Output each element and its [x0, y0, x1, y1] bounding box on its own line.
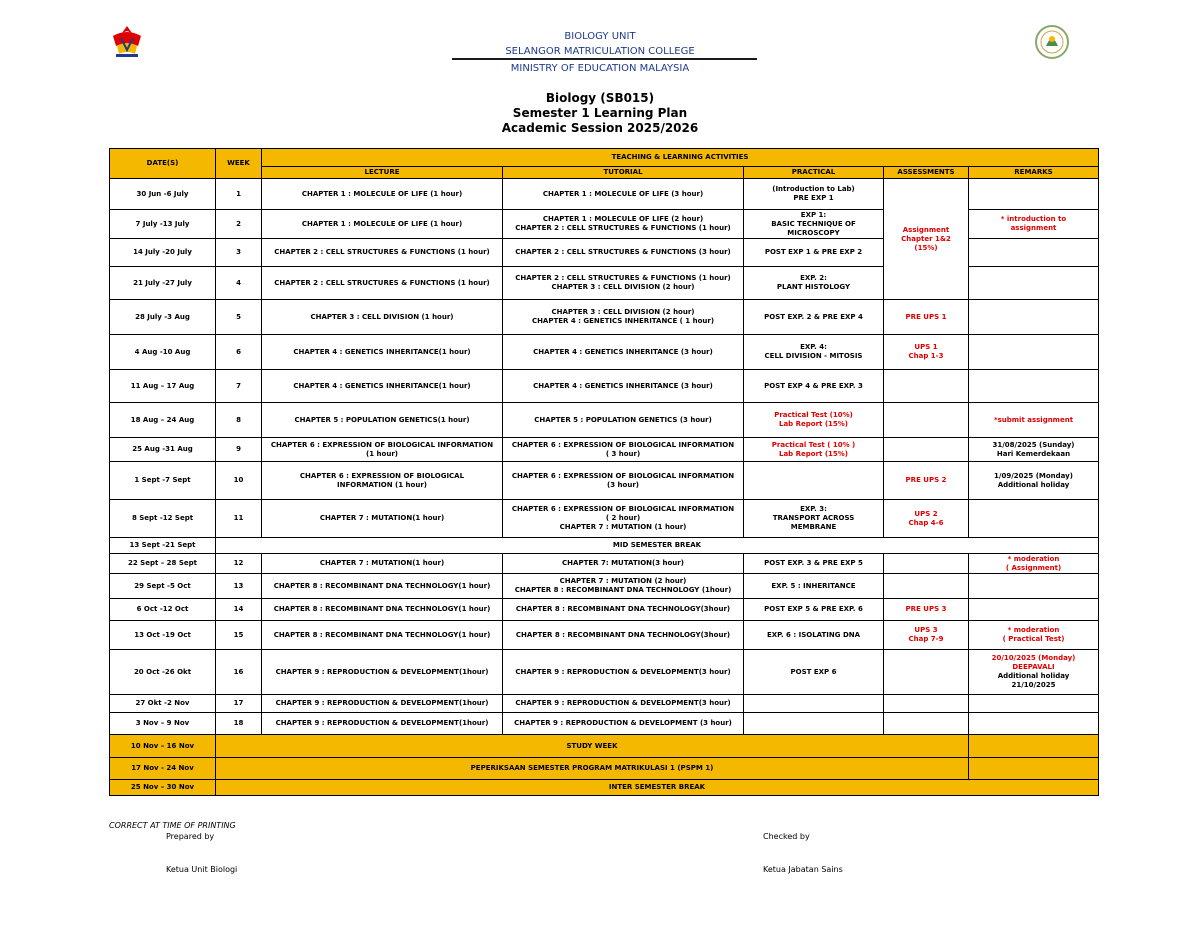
course-title: Biology (SB015): [545, 91, 655, 105]
dates-header: DATE(S): [110, 149, 216, 179]
week-cell: 18: [216, 713, 262, 735]
remark-cell: [969, 335, 1099, 370]
tutorial-cell: [503, 574, 744, 599]
assessment-cell-line: Chapter 1&2: [901, 234, 951, 243]
break-date: 25 Nov – 30 Nov: [110, 780, 216, 796]
session-title: Academic Session 2025/2026: [501, 121, 699, 135]
practical-cell: POST EXP 6: [744, 650, 884, 695]
remark-cell-line: *submit assignment: [993, 415, 1074, 424]
lecture-cell: CHAPTER 7 : MUTATION(1 hour): [262, 554, 503, 574]
week-cell: 6: [216, 335, 262, 370]
tutorial-cell-line: CHAPTER 6 : EXPRESSION OF BIOLOGICAL INFORMATION: [511, 440, 735, 449]
week-cell: 12: [216, 554, 262, 574]
week-header: WEEK: [216, 149, 262, 179]
tla-header: TEACHING & LEARNING ACTIVITIES: [262, 149, 1099, 167]
lecture-cell: CHAPTER 8 : RECOMBINANT DNA TECHNOLOGY(1 hour): [262, 599, 503, 621]
tutorial-cell: [503, 500, 744, 538]
midsem-row: [110, 538, 1099, 554]
assessment-cell-line: Chap 4-6: [908, 518, 944, 527]
practical-cell-line: BASIC TECHNIQUE OF: [771, 219, 856, 228]
tutorial-cell-line: CHAPTER 6 : EXPRESSION OF BIOLOGICAL INFORMATION: [511, 471, 735, 480]
date-cell: 21 July -27 July: [110, 267, 216, 300]
tutorial-cell: CHAPTER 9 : REPRODUCTION & DEVELOPMENT (3 hour): [503, 713, 744, 735]
tutorial-cell-line: CHAPTER 2 : CELL STRUCTURES & FUNCTIONS (1 hour): [515, 274, 731, 282]
remark-cell-line: * introduction to: [1000, 215, 1067, 223]
assessment-cell-line: Chap 1-3: [908, 352, 944, 360]
practical-cell: [744, 438, 884, 462]
practical-cell-line: PLANT HISTOLOGY: [776, 283, 851, 291]
assessment-cell: [884, 403, 969, 438]
practical-cell-line: Lab Report (15%): [779, 420, 848, 428]
table-row: [110, 462, 1099, 500]
lecture-cell-line: INFORMATION (1 hour): [337, 480, 427, 489]
assessment-cell: [884, 370, 969, 403]
assessment-cell: [884, 179, 969, 300]
break-date: 17 Nov - 24 Nov: [110, 758, 216, 780]
date-cell: 27 Okt -2 Nov: [110, 695, 216, 713]
remark-cell: [969, 554, 1099, 574]
lecture-cell: CHAPTER 9 : REPRODUCTION & DEVELOPMENT(1hour): [262, 695, 503, 713]
week-cell: 4: [216, 267, 262, 300]
remark-cell-line: * moderation: [1007, 626, 1060, 634]
table-row: [110, 500, 1099, 538]
plan-title: Semester 1 Learning Plan: [512, 106, 688, 120]
date-cell: 25 Aug -31 Aug: [110, 438, 216, 462]
practical-cell: [744, 462, 884, 500]
practical-cell: POST EXP 1 & PRE EXP 2: [744, 239, 884, 267]
remark-cell: [969, 500, 1099, 538]
lecture-cell: CHAPTER 3 : CELL DIVISION (1 hour): [262, 300, 503, 335]
tutorial-cell: CHAPTER 8 : RECOMBINANT DNA TECHNOLOGY(3hour): [503, 599, 744, 621]
remark-cell-line: Additional holiday: [997, 480, 1070, 489]
lecture-cell: CHAPTER 5 : POPULATION GENETICS(1 hour): [262, 403, 503, 438]
assessment-cell: [884, 438, 969, 462]
table-row: [110, 621, 1099, 650]
practical-cell-line: CELL DIVISION - MITOSIS: [764, 352, 863, 360]
remark-cell: [969, 462, 1099, 500]
table-row: [110, 713, 1099, 735]
assessment-cell: [884, 574, 969, 599]
date-cell: 29 Sept -5 Oct: [110, 574, 216, 599]
week-cell: 13: [216, 574, 262, 599]
practical-cell: [744, 210, 884, 239]
break-label: STUDY WEEK: [216, 735, 969, 758]
assessment-cell: [884, 713, 969, 735]
prepared-by: Prepared by: [166, 832, 215, 841]
tutorial-cell: [503, 300, 744, 335]
remark-cell-line: Additional holiday: [997, 672, 1070, 680]
week-cell: 17: [216, 695, 262, 713]
header-divider: [452, 58, 757, 60]
tutorial-cell-line: CHAPTER 4 : GENETICS INHERITANCE ( 1 hour): [531, 317, 715, 325]
practical-cell-line: MEMBRANE: [790, 523, 837, 531]
tutorial-cell: CHAPTER 2 : CELL STRUCTURES & FUNCTIONS (3 hour): [503, 239, 744, 267]
assessment-cell: [884, 650, 969, 695]
practical-cell: EXP. 6 : ISOLATING DNA: [744, 621, 884, 650]
tutorial-cell-line: CHAPTER 6 : EXPRESSION OF BIOLOGICAL INFORMATION: [511, 505, 735, 513]
ministry-name: MINISTRY OF EDUCATION MALAYSIA: [510, 63, 690, 74]
tutorial-cell-line: CHAPTER 2 : CELL STRUCTURES & FUNCTIONS (1 hour): [515, 224, 731, 232]
break-date: 10 Nov – 16 Nov: [110, 735, 216, 758]
tutorial-cell: [503, 462, 744, 500]
tutorial-cell: [503, 210, 744, 239]
lecture-cell: CHAPTER 7 : MUTATION(1 hour): [262, 500, 503, 538]
week-cell: 1: [216, 179, 262, 210]
practical-cell-line: EXP 1:: [800, 210, 827, 219]
week-cell: 2: [216, 210, 262, 239]
tutorial-cell: CHAPTER 7: MUTATION(3 hour): [503, 554, 744, 574]
assessment-cell-line: UPS 1: [914, 343, 938, 351]
tutorial-header: TUTORIAL: [503, 167, 744, 179]
practical-cell: POST EXP. 3 & PRE EXP 5: [744, 554, 884, 574]
lecture-cell: CHAPTER 4 : GENETICS INHERITANCE(1 hour): [262, 335, 503, 370]
remark-cell: [969, 574, 1099, 599]
lecture-cell-line: CHAPTER 6 : EXPRESSION OF BIOLOGICAL: [299, 471, 465, 480]
table-row: [110, 599, 1099, 621]
remark-cell: [969, 599, 1099, 621]
practical-cell: [744, 713, 884, 735]
tutorial-cell: CHAPTER 5 : POPULATION GENETICS (3 hour): [503, 403, 744, 438]
break-row: [110, 780, 1099, 796]
remark-cell: [969, 621, 1099, 650]
remark-cell: [969, 210, 1099, 239]
week-cell: 7: [216, 370, 262, 403]
table-row: [110, 554, 1099, 574]
tutorial-cell-line: CHAPTER 3 : CELL DIVISION (2 hour): [551, 308, 695, 316]
week-cell: 5: [216, 300, 262, 335]
ketua-jabatan: Ketua Jabatan Sains: [763, 865, 843, 874]
practical-cell-line: Practical Test (10%): [774, 411, 853, 419]
lecture-cell: CHAPTER 8 : RECOMBINANT DNA TECHNOLOGY(1 hour): [262, 574, 503, 599]
lecture-cell: CHAPTER 9 : REPRODUCTION & DEVELOPMENT(1hour): [262, 713, 503, 735]
date-cell: 8 Sept -12 Sept: [110, 500, 216, 538]
unit-name: BIOLOGY UNIT: [564, 31, 636, 42]
tutorial-cell-line: (3 hour): [607, 480, 639, 489]
remark-cell: [969, 650, 1099, 695]
college-name: SELANGOR MATRICULATION COLLEGE: [505, 46, 695, 57]
practical-cell-line: Lab Report (15%): [779, 449, 848, 458]
assessment-cell-line: UPS 3: [914, 626, 938, 634]
remark-cell-line: ( Assignment): [1005, 563, 1062, 572]
tutorial-cell: [503, 267, 744, 300]
date-cell: 11 Aug – 17 Aug: [110, 370, 216, 403]
midsem-date: 13 Sept -21 Sept: [110, 538, 216, 554]
remark-cell: [969, 438, 1099, 462]
tutorial-cell-line: ( 2 hour): [605, 514, 641, 522]
tutorial-cell: CHAPTER 9 : REPRODUCTION & DEVELOPMENT(3 hour): [503, 650, 744, 695]
tutorial-cell: [503, 438, 744, 462]
lecture-cell: [262, 438, 503, 462]
lecture-cell: CHAPTER 9 : REPRODUCTION & DEVELOPMENT(1hour): [262, 650, 503, 695]
week-cell: 9: [216, 438, 262, 462]
assessment-cell-line: Assignment: [902, 225, 950, 234]
lecture-cell-line: (1 hour): [366, 449, 398, 458]
assessments-header: ASSESSMENTS: [884, 167, 969, 179]
ketua-unit: Ketua Unit Biologi: [166, 865, 238, 874]
table-row: [110, 438, 1099, 462]
break-row: [110, 758, 1099, 780]
practical-cell: POST EXP. 2 & PRE EXP 4: [744, 300, 884, 335]
date-cell: 13 Oct -19 Oct: [110, 621, 216, 650]
practical-cell-line: PRE EXP 1: [793, 194, 834, 202]
tutorial-cell-line: ( 3 hour): [605, 449, 641, 458]
remark-cell-line: 1/09/2025 (Monday): [994, 471, 1073, 480]
practical-header: PRACTICAL: [744, 167, 884, 179]
learning-plan-table: [109, 148, 1099, 796]
practical-cell: [744, 179, 884, 210]
assessment-cell: PRE UPS 2: [884, 462, 969, 500]
lecture-cell: CHAPTER 1 : MOLECULE OF LIFE (1 hour): [262, 210, 503, 239]
tutorial-cell-line: CHAPTER 7 : MUTATION (2 hour): [559, 577, 687, 585]
date-cell: 14 July -20 July: [110, 239, 216, 267]
lecture-cell: CHAPTER 4 : GENETICS INHERITANCE(1 hour): [262, 370, 503, 403]
remark-cell: [969, 300, 1099, 335]
week-cell: 14: [216, 599, 262, 621]
practical-cell-line: EXP. 2:: [800, 274, 827, 282]
date-cell: 28 July -3 Aug: [110, 300, 216, 335]
table-row: [110, 370, 1099, 403]
lecture-cell-line: CHAPTER 6 : EXPRESSION OF BIOLOGICAL INFORMATION: [270, 440, 494, 449]
remark-cell-line: assignment: [1010, 224, 1057, 232]
break-label: PEPERIKSAAN SEMESTER PROGRAM MATRIKULASI 1 (PSPM 1): [216, 758, 969, 780]
remark-cell: [969, 695, 1099, 713]
lecture-cell: CHAPTER 2 : CELL STRUCTURES & FUNCTIONS (1 hour): [262, 267, 503, 300]
date-cell: 3 Nov – 9 Nov: [110, 713, 216, 735]
table-row: [110, 179, 1099, 210]
break-empty: [969, 735, 1099, 758]
correct-at-printing: CORRECT AT TIME OF PRINTING: [109, 821, 236, 830]
assessment-cell-line: (15%): [914, 243, 938, 252]
assessment-cell: [884, 500, 969, 538]
table-row: [110, 650, 1099, 695]
date-cell: 4 Aug -10 Aug: [110, 335, 216, 370]
assessment-cell: [884, 335, 969, 370]
practical-cell-line: EXP. 4:: [800, 343, 827, 351]
tutorial-cell: CHAPTER 4 : GENETICS INHERITANCE (3 hour): [503, 335, 744, 370]
practical-cell: [744, 695, 884, 713]
remark-cell: [969, 239, 1099, 267]
break-empty: [969, 758, 1099, 780]
assessment-cell: PRE UPS 3: [884, 599, 969, 621]
midsem-label: MID SEMESTER BREAK: [216, 538, 1099, 554]
remark-cell: [969, 267, 1099, 300]
practical-cell: POST EXP 5 & PRE EXP. 6: [744, 599, 884, 621]
week-cell: 3: [216, 239, 262, 267]
remark-cell-line: Hari Kemerdekaan: [996, 449, 1071, 458]
tutorial-cell-line: CHAPTER 3 : CELL DIVISION (2 hour): [551, 283, 695, 291]
remark-cell: [969, 713, 1099, 735]
practical-cell: [744, 403, 884, 438]
lecture-cell: CHAPTER 1 : MOLECULE OF LIFE (1 hour): [262, 179, 503, 210]
remark-cell-line: * moderation: [1007, 554, 1060, 563]
date-cell: 6 Oct -12 Oct: [110, 599, 216, 621]
tutorial-cell-line: CHAPTER 8 : RECOMBINANT DNA TECHNOLOGY (1hour): [514, 586, 732, 594]
practical-cell-line: (Introduction to Lab): [772, 185, 855, 193]
week-cell: 11: [216, 500, 262, 538]
practical-cell: [744, 335, 884, 370]
date-cell: 20 Oct -26 Okt: [110, 650, 216, 695]
assessment-cell: PRE UPS 1: [884, 300, 969, 335]
date-cell: 18 Aug – 24 Aug: [110, 403, 216, 438]
assessment-cell: [884, 621, 969, 650]
practical-cell-line: TRANSPORT ACROSS: [772, 514, 855, 522]
table-row: [110, 335, 1099, 370]
break-label: INTER SEMESTER BREAK: [216, 780, 1099, 796]
practical-cell: EXP. 5 : INHERITANCE: [744, 574, 884, 599]
lecture-header: LECTURE: [262, 167, 503, 179]
table-row: [110, 695, 1099, 713]
remark-cell-line: 31/08/2025 (Sunday): [992, 440, 1075, 449]
table-row: [110, 403, 1099, 438]
practical-cell: [744, 500, 884, 538]
assessment-cell-line: UPS 2: [914, 509, 938, 518]
remark-cell-line: DEEPAVALI: [1012, 663, 1055, 671]
practical-cell-line: MICROSCOPY: [787, 228, 840, 237]
week-cell: 16: [216, 650, 262, 695]
tutorial-cell: CHAPTER 8 : RECOMBINANT DNA TECHNOLOGY(3hour): [503, 621, 744, 650]
table-row: [110, 300, 1099, 335]
remark-cell: [969, 403, 1099, 438]
practical-cell-line: EXP. 3:: [800, 505, 827, 513]
remark-cell: [969, 370, 1099, 403]
assessment-cell: [884, 554, 969, 574]
date-cell: 7 July -13 July: [110, 210, 216, 239]
break-row: [110, 735, 1099, 758]
tutorial-cell-line: CHAPTER 1 : MOLECULE OF LIFE (2 hour): [542, 215, 704, 223]
table-row: [110, 574, 1099, 599]
assessment-cell-line: Chap 7-9: [908, 635, 944, 643]
remark-cell-line: 20/10/2025 (Monday): [991, 654, 1076, 662]
week-cell: 15: [216, 621, 262, 650]
tutorial-cell: CHAPTER 4 : GENETICS INHERITANCE (3 hour): [503, 370, 744, 403]
remark-cell-line: 21/10/2025: [1011, 681, 1056, 689]
tutorial-cell: CHAPTER 9 : REPRODUCTION & DEVELOPMENT(3 hour): [503, 695, 744, 713]
remarks-header: REMARKS: [969, 167, 1099, 179]
week-cell: 10: [216, 462, 262, 500]
tutorial-cell-line: CHAPTER 7 : MUTATION (1 hour): [559, 523, 687, 531]
practical-cell: POST EXP 4 & PRE EXP. 3: [744, 370, 884, 403]
practical-cell-line: Practical Test ( 10% ): [771, 440, 856, 449]
date-cell: 30 Jun -6 July: [110, 179, 216, 210]
date-cell: 22 Sept – 28 Sept: [110, 554, 216, 574]
checked-by: Checked by: [763, 832, 810, 841]
remark-cell-line: ( Practical Test): [1002, 635, 1065, 643]
assessment-cell: [884, 695, 969, 713]
date-cell: 1 Sept -7 Sept: [110, 462, 216, 500]
lecture-cell: [262, 462, 503, 500]
lecture-cell: CHAPTER 8 : RECOMBINANT DNA TECHNOLOGY(1 hour): [262, 621, 503, 650]
practical-cell: [744, 267, 884, 300]
tutorial-cell: CHAPTER 1 : MOLECULE OF LIFE (3 hour): [503, 179, 744, 210]
week-cell: 8: [216, 403, 262, 438]
lecture-cell: CHAPTER 2 : CELL STRUCTURES & FUNCTIONS (1 hour): [262, 239, 503, 267]
remark-cell: [969, 179, 1099, 210]
